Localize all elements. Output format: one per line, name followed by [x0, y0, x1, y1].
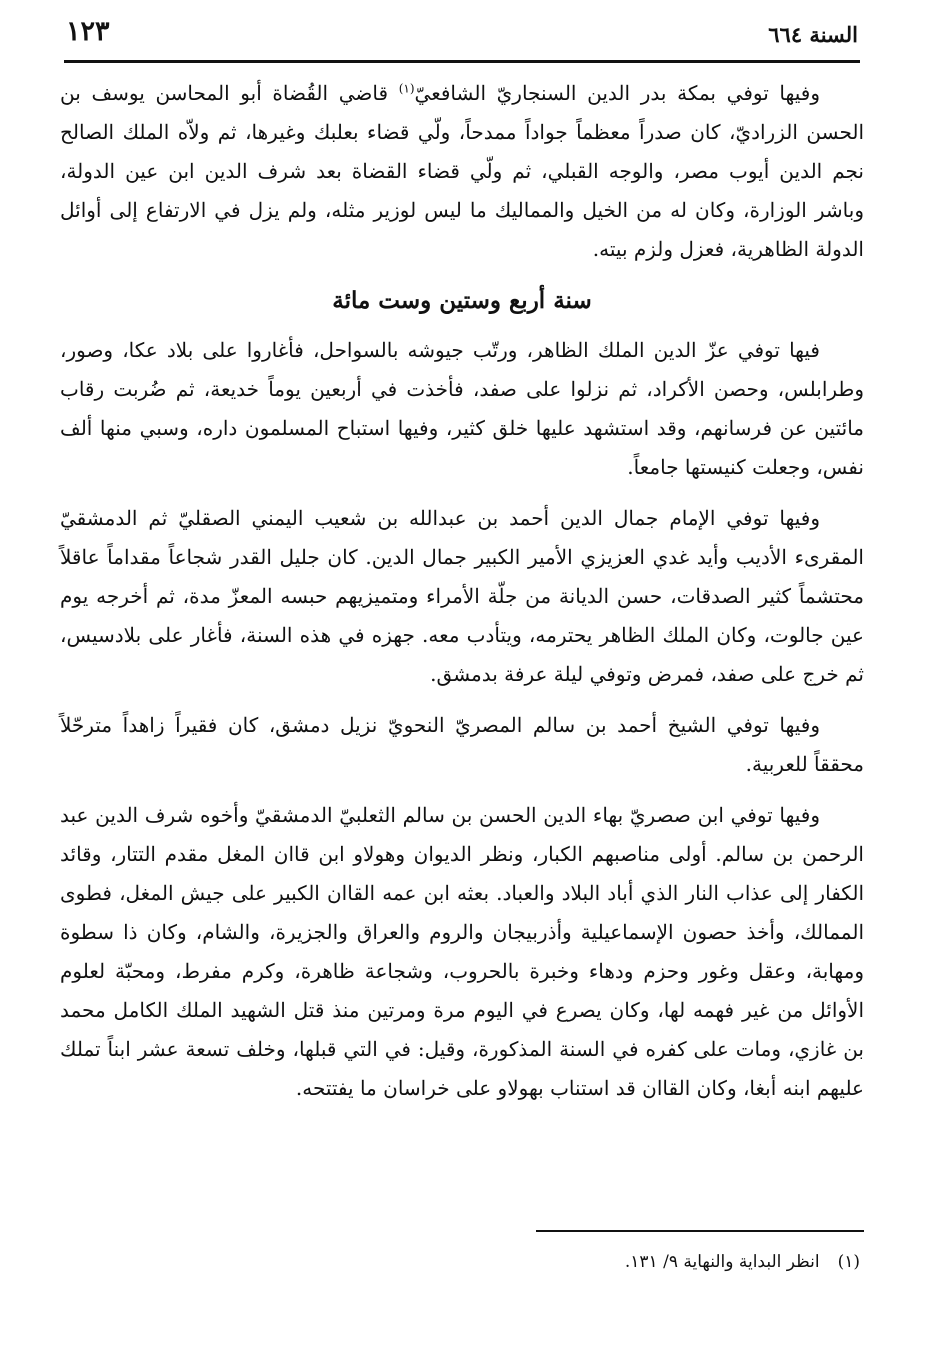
footnote-reference: (١) — [398, 81, 415, 96]
paragraph-1-start: وفيها توفي بمكة بدر الدين السنجاريّ الشافعيّ — [414, 81, 820, 105]
paragraph-4: وفيها توفي الشيخ أحمد بن سالم المصريّ النحويّ نزيل دمشق، كان فقيراً زاهداً مترحّلاً محققاً للعربية. — [60, 713, 864, 776]
paragraph-2: فيها توفي عزّ الدين الملك الظاهر، ورتّب جيوشه بالسواحل، فأغاروا على بلاد عكا، وصور، وطرابلس، وحصن الأكراد، ثم نزلوا على صفد، فأخذت في أربعين يوماً خديعة، ثم ضُربت رقاب مائتين عن فرسانهم، وقد استشهد عليها خلق كثير، وفيها استباح المسلمون داره، وسبي منها ألف نفس، وجعلت كنيستها جامعاً. — [60, 338, 864, 479]
footnote-text: انظر البداية والنهاية ٩/ ١٣١. — [624, 1252, 820, 1272]
footnote-number: (١) — [837, 1252, 860, 1272]
paragraph-3: وفيها توفي الإمام جمال الدين أحمد بن عبدالله بن شعيب اليمني الصقليّ ثم الدمشقيّ المقرىء الأديب وأيد غدي العزيزي الأمير الكبير جمال الدين. كان جليل القدر شجاعاً مقداماً عاقلاً محتشماً كثير الصدقات، حسن الديانة من جلّة الأمراء ومتميزيهم حبسه المعزّ مدة، ثم أخرجه يوم عين جالوت، وكان الملك الظاهر يحترمه، ويتأدب معه. جهزه في هذه السنة، فأغار على بلادسيس، ثم خرج على صفد، فمرض وتوفي ليلة عرفة بدمشق. — [60, 506, 864, 686]
header-rule — [64, 60, 860, 63]
running-header — [66, 14, 858, 54]
paragraph-1 — [60, 74, 864, 269]
main-text — [60, 74, 864, 1108]
running-title: السنة ٦٦٤ — [768, 22, 858, 47]
paragraph-5: وفيها توفي ابن صصريّ بهاء الدين الحسن بن سالم الثعلبيّ الدمشقيّ وأخوه شرف الدين عبد الرحمن بن سالم. أولى مناصبهم الكبار، ونظر الديوان وهولاو ابن قاان المغل مقدم التتار، وقائد الكفار إلى عذاب النار الذي أباد البلاد والعباد. بعثه ابن عمه القاان الكبير على جيش المغل، فطوى الممالك، وأخذ حصون الإسماعيلية وأذربيجان والروم والعراق والجزيرة، والشام، وكان ذا سطوة ومهابة، وعقل وغور وحزم ودهاء وخبرة بالحروب، وشجاعة ظاهرة، وكرم مفرط، ومحبّة لعلوم الأوائل من غير فهمه لها، وكان يصرع في اليوم مرة ومرتين منذ قتل الشهيد الملك الكامل محمد بن غازي، ومات على كفره في السنة المذكورة، وقيل: في التي قبلها، وخلف تسعة عشر ابناً تملك عليهم ابنه أبغا، وكان القاان قد استناب بهولاو على خراسان ما يفتتحه. — [60, 803, 864, 1100]
paragraph-1-rest: قاضي القُضاة أبو المحاسن يوسف بن الحسن الزراديّ، كان صدراً معظماً جواداً ممدحاً، ولّي قضاء بعلبك وغيرها، ثم ولاّه الملك الصالح نجم الدين أيوب مصر، والوجه القبلي، ثم ولّي قضاء القضاة بعد شرف الدين ابن عين الدولة، وباشر الوزارة، وكان له من الخيل والمماليك ما ليس لوزير مثله، ولم يزل في الارتفاع إلى أوائل الدولة الظاهرية، فعزل ولزم بيته. — [60, 81, 864, 261]
footnote — [625, 1248, 860, 1276]
section-heading: سنة أربع وستين وست مائة — [332, 287, 592, 314]
footnote-rule — [536, 1230, 864, 1232]
page-number: ١٢٣ — [66, 16, 110, 47]
